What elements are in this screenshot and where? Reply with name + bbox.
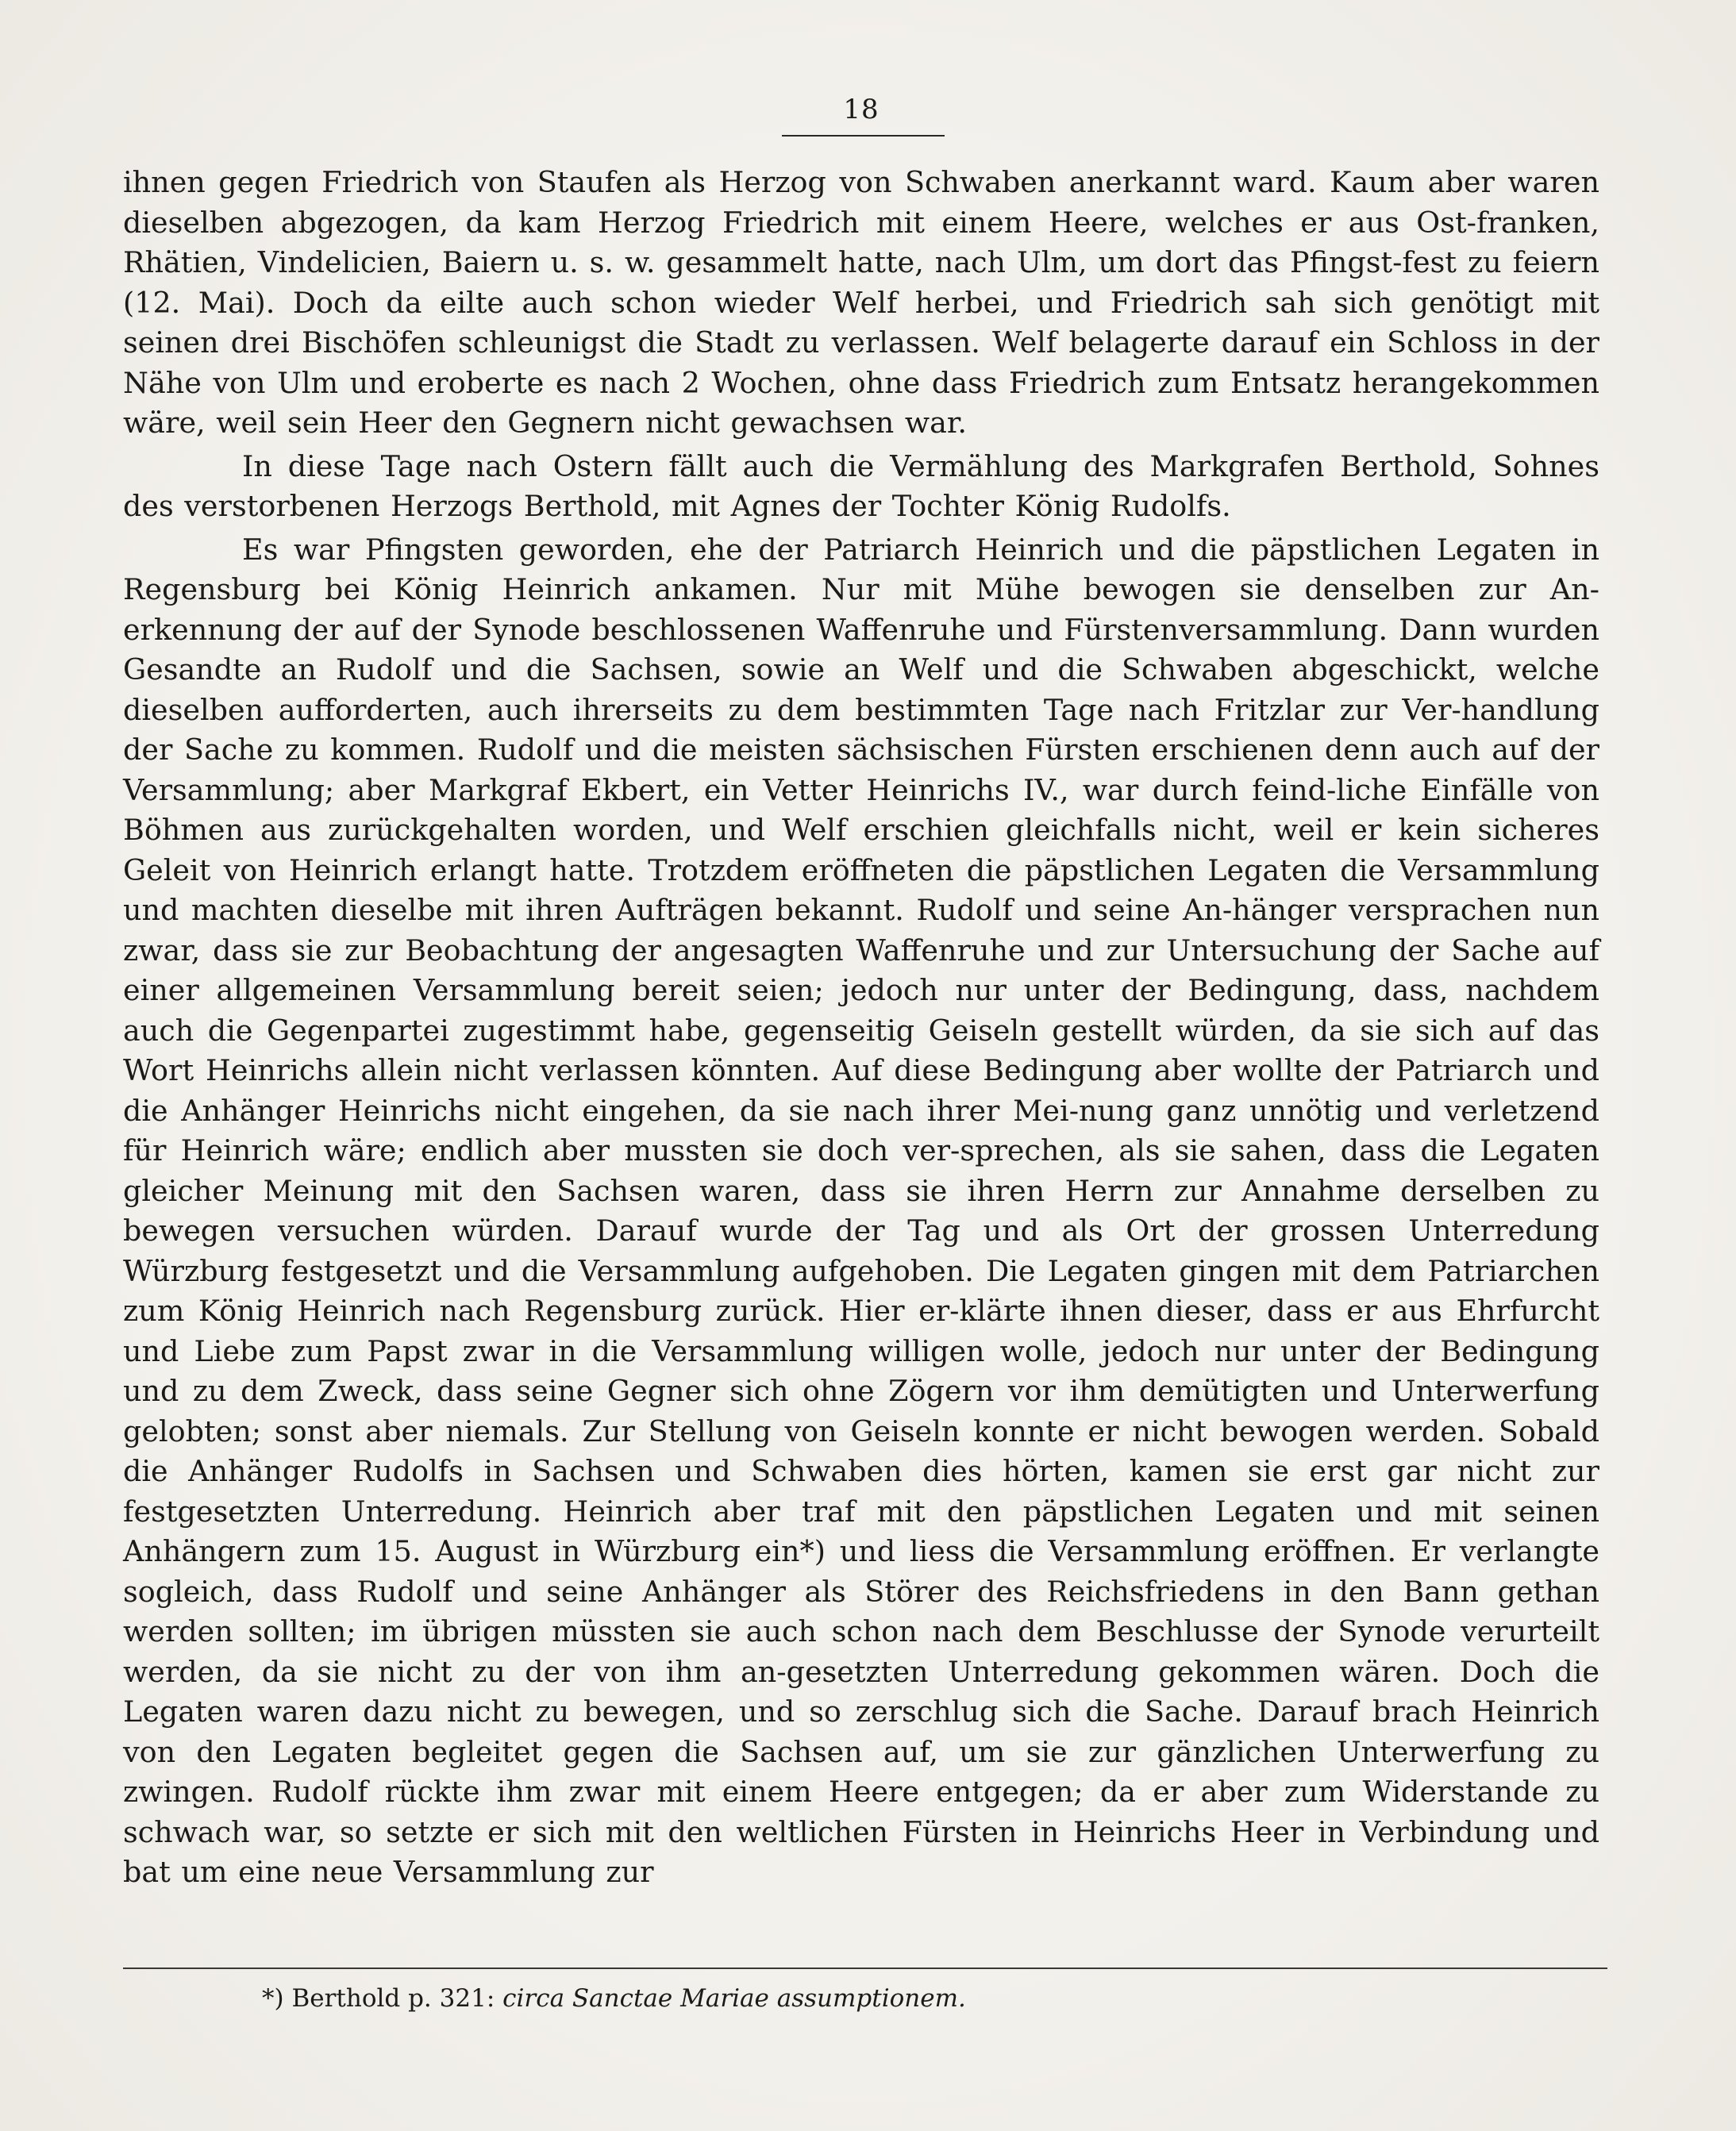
paragraph-2: In diese Tage nach Ostern fällt auch die Vermählung des Markgrafen Berthold, Sohnes des verstorbenen Herzogs Berthold, mit Agnes der Tochter König Rudolfs. xyxy=(123,448,1599,523)
page-number: 18 xyxy=(843,94,880,125)
footnote-quote: circa Sanctae Mariae assumptionem. xyxy=(502,1984,966,2013)
paragraph-1: ihnen gegen Friedrich von Staufen als Herzog von Schwaben anerkannt ward. Kaum aber waren dieselben abgezogen, da kam Herzog Friedrich mit einem Heere, welches er aus Ost-franken, Rhätien, Vindelicien, Baiern u. s. w. gesammelt hatte, nach Ulm, um dort das Pfingst-fest zu feiern (12. Mai). Doch da eilte auch schon wieder Welf herbei, und Friedrich sah sich genötigt mit seinen drei Bischöfen schleunigst die Stadt zu verlassen. Welf belagerte darauf ein Schloss in der Nähe von Ulm und eroberte es nach 2 Wochen, ohne dass Friedrich zum Entsatz herangekommen wäre, weil sein Heer den Gegnern nicht gewachsen war. xyxy=(123,165,1599,440)
footnote xyxy=(262,1983,1373,2014)
footnote-reference: *) Berthold p. 321: xyxy=(262,1984,495,2013)
paragraph-3: Es war Pfingsten geworden, ehe der Patriarch Heinrich und die päpstlichen Legaten in Regensburg bei König Heinrich ankamen. Nur mit Mühe bewogen sie denselben zur An-erkennung der auf der Synode beschlossenen Waffenruhe und Fürstenversammlung. Dann wurden Gesandte an Rudolf und die Sachsen, sowie an Welf und die Schwaben abgeschickt, welche dieselben aufforderten, auch ihrerseits zu dem bestimmten Tage nach Fritzlar zur Ver-handlung der Sache zu kommen. Rudolf und die meisten sächsischen Fürsten erschienen denn auch auf der Versammlung; aber Markgraf Ekbert, ein Vetter Heinrichs IV., war durch feind-liche Einfälle von Böhmen aus zurückgehalten worden, und Welf erschien gleichfalls nicht, weil er kein sicheres Geleit von Heinrich erlangt hatte. Trotzdem eröffneten die päpstlichen Legaten die Versammlung und machten dieselbe mit ihren Aufträgen bekannt. Rudolf und seine An-hänger versprachen nun zwar, dass sie zur Beobachtung der angesagten Waffenruhe und zur Untersuchung der Sache auf einer allgemeinen Versammlung bereit seien; jedoch nur unter der Bedingung, dass, nachdem auch die Gegenpartei zugestimmt habe, gegenseitig Geiseln gestellt würden, da sie sich auf das Wort Heinrichs allein nicht verlassen könnten. Auf diese Bedingung aber wollte der Patriarch und die Anhänger Heinrichs nicht eingehen, da sie nach ihrer Mei-nung ganz unnötig und verletzend für Heinrich wäre; endlich aber mussten sie doch ver-sprechen, als sie sahen, dass die Legaten gleicher Meinung mit den Sachsen waren, dass sie ihren Herrn zur Annahme derselben zu bewegen versuchen würden. Darauf wurde der Tag und als Ort der grossen Unterredung Würzburg festgesetzt und die Versammlung aufgehoben. Die Legaten gingen mit dem Patriarchen zum König Heinrich nach Regensburg zurück. Hier er-klärte ihnen dieser, dass er aus Ehrfurcht und Liebe zum Papst zwar in die Versammlung willigen wolle, jedoch nur unter der Bedingung und zu dem Zweck, dass seine Gegner sich ohne Zögern vor ihm demütigten und Unterwerfung gelobten; sonst aber niemals. Zur Stellung von Geiseln konnte er nicht bewogen werden. Sobald die Anhänger Rudolfs in Sachsen und Schwaben dies hörten, kamen sie erst gar nicht zur festgesetzten Unterredung. Heinrich aber traf mit den päpstlichen Legaten und mit seinen Anhängern zum 15. August in Würzburg ein*) und liess die Versammlung eröffnen. Er verlangte sogleich, dass Rudolf und seine Anhänger als Störer des Reichsfriedens in den Bann gethan werden sollten; im übrigen müssten sie auch schon nach dem Beschlusse der Synode verurteilt werden, da sie nicht zu der von ihm an-gesetzten Unterredung gekommen wären. Doch die Legaten waren dazu nicht zu bewegen, und so zerschlug sich die Sache. Darauf brach Heinrich von den Legaten begleitet gegen die Sachsen auf, um sie zur gänzlichen Unterwerfung zu zwingen. Rudolf rückte ihm zwar mit einem Heere entgegen; da er aber zum Widerstande zu schwach war, so setzte er sich mit den weltlichen Fürsten in Heinrichs Heer in Verbindung und bat um eine neue Versammlung zur xyxy=(123,532,1599,1889)
page-number-rule xyxy=(782,135,945,137)
body-text xyxy=(123,163,1599,1893)
footnote-rule xyxy=(123,1968,1607,1969)
